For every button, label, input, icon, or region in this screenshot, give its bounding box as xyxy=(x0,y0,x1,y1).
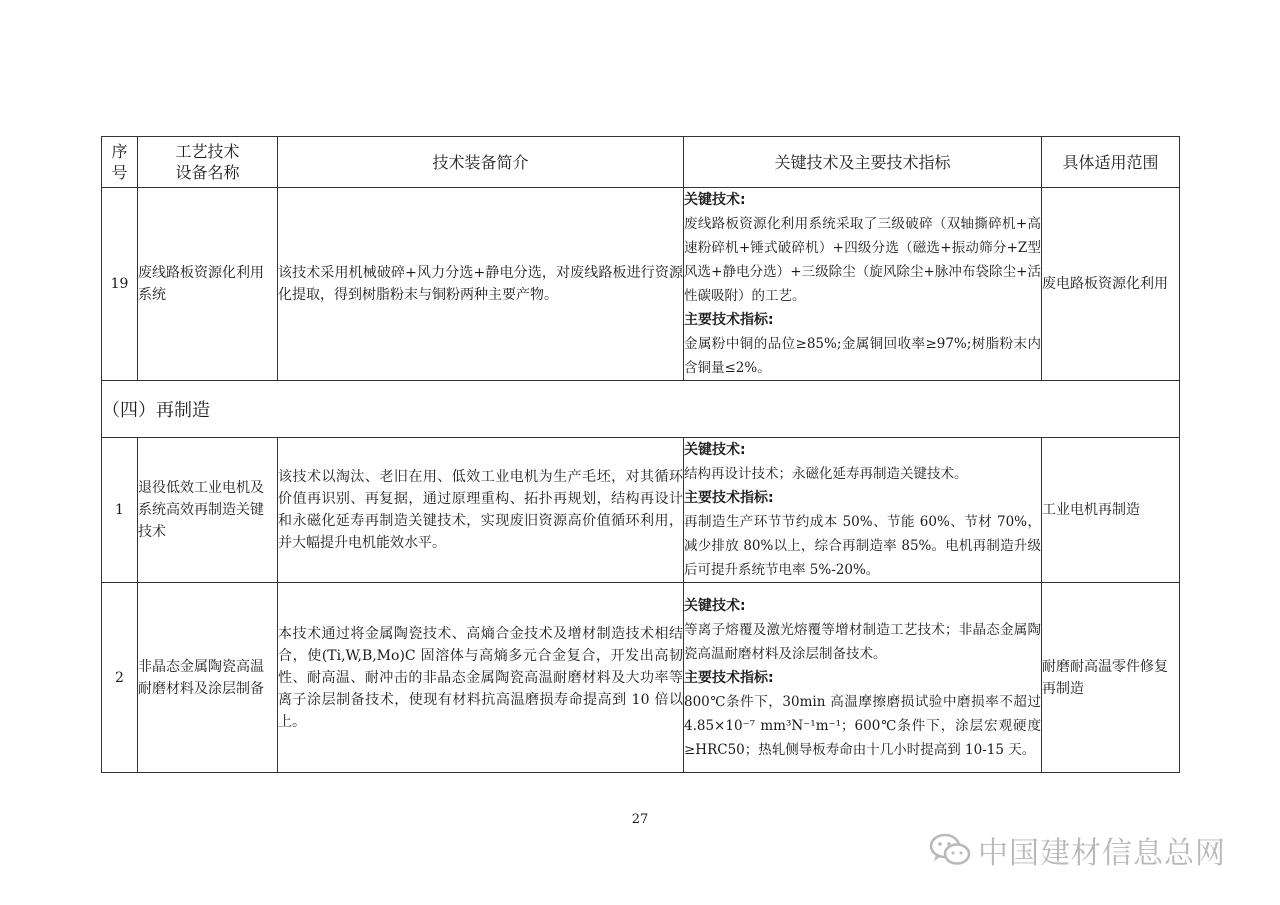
key-tech-label: 关键技术: xyxy=(684,192,746,208)
wechat-icon xyxy=(928,832,972,868)
key-tech-label: 关键技术: xyxy=(684,442,746,458)
row-key xyxy=(684,188,1042,381)
header-scope: 具体适用范围 xyxy=(1042,137,1180,188)
row-scope: 废电路板资源化利用 xyxy=(1042,188,1180,381)
header-key: 关键技术及主要技术指标 xyxy=(684,137,1042,188)
row-key xyxy=(684,583,1042,773)
metric-label: 主要技术指标: xyxy=(684,669,774,686)
key-tech-text: 等离子熔覆及激光熔覆等增材制造工艺技术；非晶态金属陶瓷高温耐磨材料及涂层制备技术。 xyxy=(684,621,1041,662)
metric-text: 800℃条件下，30min 高温摩擦磨损试验中磨损率不超过 4.85×10⁻⁷ mm³N⁻¹m⁻¹；600℃条件下，涂层宏观硬度≥HRC50；热轧侧导板寿命由十几小时提高到 10-15 天。 xyxy=(684,693,1041,758)
row-key xyxy=(684,438,1042,583)
row-seq: 2 xyxy=(102,583,138,773)
metric-text: 金属粉中铜的品位≥85%;金属铜回收率≥97%;树脂粉末内含铜量≤2%。 xyxy=(684,336,1041,376)
table-header-row xyxy=(102,137,1180,188)
table-row xyxy=(102,188,1180,381)
row-scope: 工业电机再制造 xyxy=(1042,438,1180,583)
header-desc: 技术装备简介 xyxy=(278,137,684,188)
technology-table xyxy=(101,136,1180,773)
table-row xyxy=(102,583,1180,773)
row-desc: 该技术采用机械破碎+风力分选+静电分选，对废线路板进行资源化提取，得到树脂粉末与铜粉两种主要产物。 xyxy=(278,188,684,381)
row-name: 退役低效工业电机及系统高效再制造关键技术 xyxy=(138,438,278,583)
metric-text: 再制造生产环节节约成本 50%、节能 60%、节材 70%，减少排放 80%以上，综合再制造率 85%。电机再制造升级后可提升系统节电率 5%-20%。 xyxy=(684,514,1041,578)
row-seq: 1 xyxy=(102,438,138,583)
header-seq: 序 号 xyxy=(102,137,138,188)
watermark-text: 中国建材信息总网 xyxy=(978,836,1226,871)
key-tech-text: 结构再设计技术；永磁化延寿再制造关键技术。 xyxy=(684,466,968,482)
row-name: 非晶态金属陶瓷高温耐磨材料及涂层制备 xyxy=(138,583,278,773)
metric-label: 主要技术指标: xyxy=(684,312,774,328)
page-number: 27 xyxy=(631,812,649,827)
row-scope: 耐磨耐高温零件修复再制造 xyxy=(1042,583,1180,773)
section-row xyxy=(102,381,1180,438)
table-row xyxy=(102,438,1180,583)
row-name: 废线路板资源化利用系统 xyxy=(138,188,278,381)
row-seq: 19 xyxy=(102,188,138,381)
section-title: （四）再制造 xyxy=(102,381,1180,438)
metric-label: 主要技术指标: xyxy=(684,490,774,506)
key-tech-text: 废线路板资源化利用系统采取了三级破碎（双轴撕碎机+高速粉碎机+锤式破碎机）+四级分选（磁选+振动筛分+Z型风选+静电分选）+三级除尘（旋风除尘+脉冲布袋除尘+活性碳吸附）的工艺。 xyxy=(684,216,1041,304)
key-tech-label: 关键技术: xyxy=(684,597,746,614)
header-name: 工艺技术 设备名称 xyxy=(138,137,278,188)
watermark xyxy=(928,828,1226,872)
row-desc: 该技术以淘汰、老旧在用、低效工业电机为生产毛坯，对其循环价值再识别、再复据，通过原理重构、拓扑再规划，结构再设计和永磁化延寿再制造关键技术，实现废旧资源高价值循环利用，并大幅提升电机能效水平。 xyxy=(278,438,684,583)
row-desc: 本技术通过将金属陶瓷技术、高熵合金技术及增材制造技术相结合，使(Ti,W,B,Mo)C 固溶体与高熵多元合金复合，开发出高韧性、耐高温、耐冲击的非晶态金属陶瓷高温耐磨材料及大功率等离子涂层制备技术，使现有材料抗高温磨损寿命提高到 10 倍以上。 xyxy=(278,583,684,773)
